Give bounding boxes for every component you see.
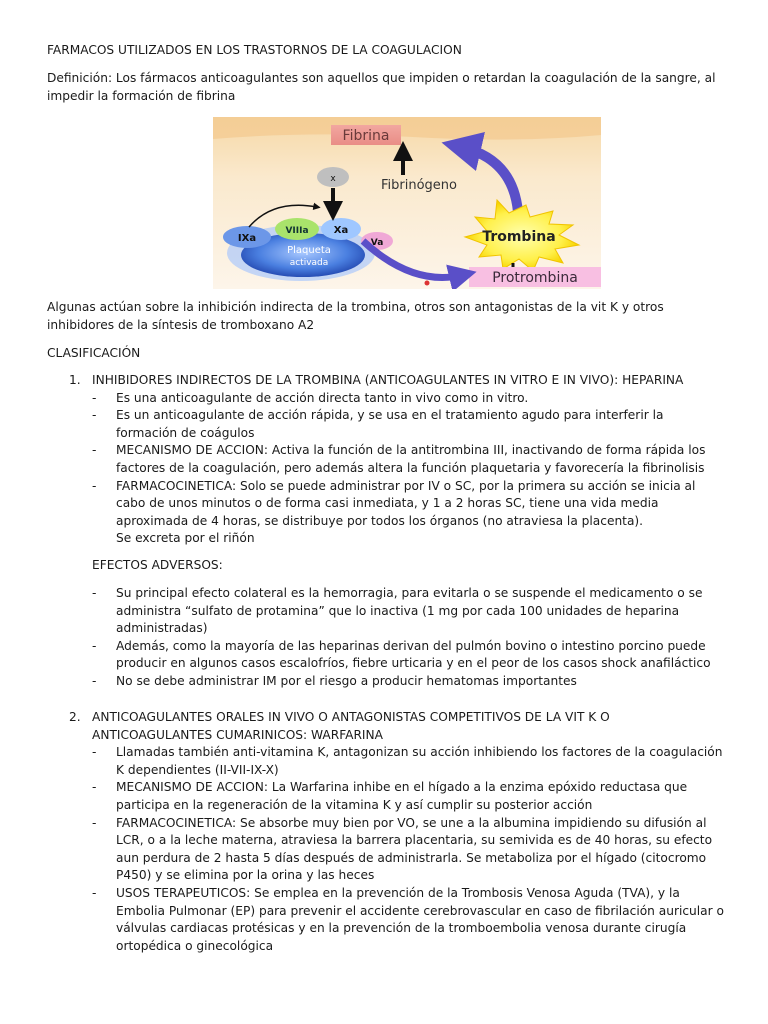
section-1 — [47, 372, 727, 548]
section-1-heading — [47, 372, 727, 390]
document-title: FARMACOS UTILIZADOS EN LOS TRASTORNOS DE LA COAGULACION — [47, 43, 462, 57]
fibrina-label: Fibrina — [342, 128, 390, 144]
trombina-label: Trombina — [482, 229, 556, 245]
list-item: - Su principal efecto colateral es la hemorragia, para evitarla o se suspende el medicamento o se administra “sulfato de protamina” que lo inactiva (1 mg por cada 100 unidades de heparina administradas) — [47, 585, 727, 638]
intro-paragraph-2: Algunas actúan sobre la inhibición indirecta de la trombina, otros son antagonistas de la vit K y otros inhibidores de la síntesis de tromboxano A2 — [47, 300, 664, 332]
protrombina-label: Protrombina — [492, 270, 578, 286]
efectos-adversos-heading: EFECTOS ADVERSOS: — [92, 558, 223, 572]
clasificacion-heading: CLASIFICACIÓN — [47, 346, 141, 360]
fibrinogeno-label: Fibrinógeno — [381, 178, 457, 193]
section-1-list — [47, 390, 727, 531]
section-1-title: INHIBIDORES INDIRECTOS DE LA TROMBINA (ANTICOAGULANTES IN VITRO E IN VIVO): HEPARINA — [92, 373, 684, 387]
coagulation-diagram — [213, 117, 601, 289]
list-item: - USOS TERAPEUTICOS: Se emplea en la prevención de la Trombosis Venosa Aguda (TVA), y la Embolia Pulmonar (EP) para prevenir el accidente cerebrovascular en caso de fibrilación auricular o válvulas cardiacas protésicas y en la prevención de la tromboembolia venosa durante cirugía ortopédica o ginecológica — [47, 885, 727, 955]
section-2 — [47, 709, 727, 955]
viiia-label: VIIIa — [285, 226, 309, 236]
list-item: - MECANISMO DE ACCION: La Warfarina inhibe en el hígado a la enzima epóxido reductasa que participa en la regeneración de la vitamina K y así cumplir su posterior acción — [47, 779, 727, 814]
x-label: x — [330, 174, 336, 184]
list-item: - Es un anticoagulante de acción rápida, y se usa en el tratamiento agudo para interferir la formación de coágulos — [47, 407, 727, 442]
va-label: Va — [370, 238, 384, 248]
plaqueta-label-2: activada — [289, 258, 329, 268]
list-item: - Además, como la mayoría de las heparinas derivan del pulmón bovino o intestino porcino puede producir en algunos casos escalofríos, fiebre urticaria y en el peor de los casos shock anafiláctico — [47, 638, 727, 673]
red-dot — [425, 281, 430, 286]
section-2-heading — [47, 709, 727, 744]
list-item: - FARMACOCINETICA: Se absorbe muy bien por VO, se une a la albumina impidiendo su difusión al LCR, o a la leche materna, atraviesa la barrera placentaria, su semivida es de 40 horas, su efecto aun perdura de 2 hasta 5 días después de administrarla. Se metaboliza por el hígado (citocromo P450) y se elimina por la orina y las heces — [47, 815, 727, 885]
section-1-number: 1. — [69, 373, 81, 387]
xa-label: Xa — [333, 225, 349, 236]
section-2-title: ANTICOAGULANTES ORALES IN VIVO O ANTAGONISTAS COMPETITIVOS DE LA VIT K O ANTICOAGULANTES CUMARINICOS: WARFARINA — [92, 710, 610, 742]
list-item: - Llamadas también anti-vitamina K, antagonizan su acción inhibiendo los factores de la coagulación K dependientes (II-VII-IX-X) — [47, 744, 727, 779]
list-item: - Es una anticoagulante de acción directa tanto in vivo como in vitro. — [47, 390, 727, 408]
ixa-label: IXa — [237, 233, 257, 244]
plaqueta-label-1: Plaqueta — [287, 245, 331, 256]
section-1-continuation: Se excreta por el riñón — [116, 531, 255, 546]
section-2-list — [47, 744, 727, 955]
list-item: - No se debe administrar IM por el riesgo a producir hematomas importantes — [47, 673, 727, 691]
section-2-number: 2. — [69, 710, 81, 724]
definition-paragraph: Definición: Los fármacos anticoagulantes son aquellos que impiden o retardan la coagulación de la sangre, al impedir la formación de fibrina — [47, 71, 716, 103]
efectos-list — [47, 585, 727, 691]
efectos-adversos — [47, 585, 727, 691]
list-item: - MECANISMO DE ACCION: Activa la función de la antitrombina III, inactivando de forma rápida los factores de la coagulación, pero además altera la función plaquetaria y favorecería la fibrinolisis — [47, 442, 727, 477]
coagulation-cascade-figure — [213, 117, 601, 289]
list-item: - FARMACOCINETICA: Solo se puede administrar por IV o SC, por la primera su acción se inicia al cabo de unos minutos o de forma casi inmediata, y 1 a 2 horas SC, tiene una vida media aproximada de 4 horas, se distribuye por todos los órganos (no atraviesa la placenta). — [47, 478, 727, 531]
